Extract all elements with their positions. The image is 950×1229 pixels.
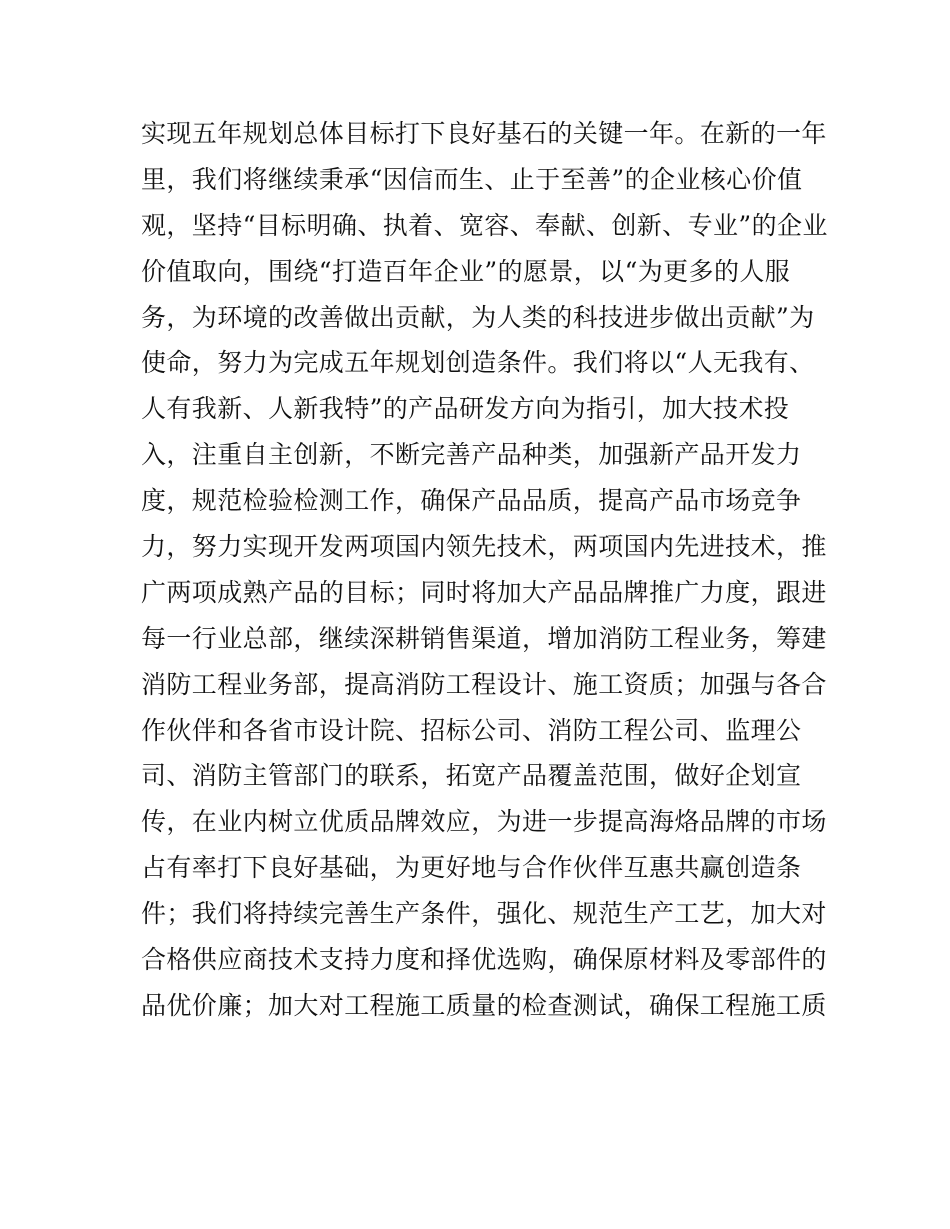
text-line: 广两项成熟产品的目标；同时将加大产品品牌推广力度，跟进 bbox=[141, 577, 827, 607]
text-line: 合格供应商技术支持力度和择优选购，确保原材料及零部件的 bbox=[141, 945, 827, 975]
text-line: 观，坚持“目标明确、执着、宽容、奉献、创新、专业”的企业 bbox=[141, 210, 828, 240]
text-line: 传，在业内树立优质品牌效应，为进一步提高海烙品牌的市场 bbox=[141, 807, 827, 837]
text-line: 作伙伴和各省市设计院、招标公司、消防工程公司、监理公 bbox=[141, 715, 802, 745]
text-line: 实现五年规划总体目标打下良好基石的关键一年。在新的一年 bbox=[141, 119, 827, 148]
text-line: 每一行业总部，继续深耕销售渠道，增加消防工程业务，筹建 bbox=[141, 623, 827, 653]
text-line: 司、消防主管部门的联系，拓宽产品覆盖范围，做好企划宣 bbox=[141, 761, 802, 791]
text-line: 入，注重自主创新，不断完善产品种类，加强新产品开发力 bbox=[141, 440, 802, 470]
text-line: 件；我们将持续完善生产条件，强化、规范生产工艺，加大对 bbox=[141, 899, 827, 929]
text-line: 度，规范检验检测工作，确保产品品质，提高产品市场竞争 bbox=[141, 486, 802, 516]
text-line: 人有我新、人新我特”的产品研发方向为指引，加大技术投 bbox=[141, 394, 790, 424]
text-line: 使命，努力为完成五年规划创造条件。我们将以“人无我有、 bbox=[141, 348, 815, 378]
text-line: 消防工程业务部，提高消防工程设计、施工资质；加强与各合 bbox=[141, 669, 827, 699]
text-line: 力，努力实现开发两项国内领先技术，两项国内先进技术，推 bbox=[141, 532, 827, 562]
text-line: 里，我们将继续秉承“因信而生、止于至善”的企业核心价值 bbox=[141, 164, 803, 194]
text-line: 务，为环境的改善做出贡献，为人类的科技进步做出贡献”为 bbox=[141, 302, 815, 332]
text-line: 价值取向，围绕“打造百年企业”的愿景，以“为更多的人服 bbox=[141, 256, 791, 286]
text-line: 占有率打下良好基础，为更好地与合作伙伴互惠共赢创造条 bbox=[141, 853, 802, 883]
text-line: 品优价廉；加大对工程施工质量的检查测试，确保工程施工质 bbox=[141, 990, 827, 1020]
body-paragraph bbox=[141, 111, 831, 1029]
